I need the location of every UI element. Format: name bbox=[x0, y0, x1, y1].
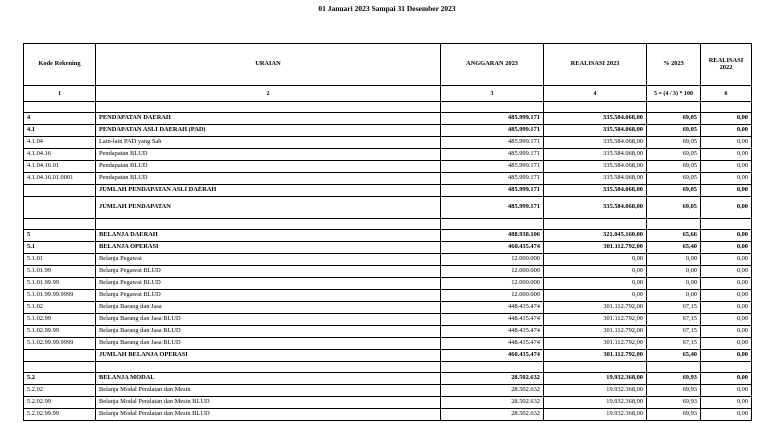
table-row bbox=[24, 149, 752, 161]
cell-persen: 69,93 bbox=[647, 373, 701, 385]
cell-anggaran: 448.435.474 bbox=[441, 314, 544, 326]
cell-kode: 5.1.01.99.99 bbox=[24, 278, 96, 290]
cell-persen: 69,05 bbox=[647, 197, 701, 219]
cell-anggaran: 485.999.171 bbox=[441, 161, 544, 173]
header-realisasi: REALISASI 2023 bbox=[544, 44, 647, 86]
cell-realisasi: 19.932.368,00 bbox=[544, 397, 647, 409]
cell-uraian: Pendapatan BLUD bbox=[96, 149, 441, 161]
cell-realisasi bbox=[544, 362, 647, 373]
cell-persen: 69,93 bbox=[647, 409, 701, 421]
cell-anggaran: 485.999.171 bbox=[441, 197, 544, 219]
cell-kode: 5.1.02.99 bbox=[24, 314, 96, 326]
cell-kode: 5.1.01.99 bbox=[24, 266, 96, 278]
cell-realisasi-prev: 0,00 bbox=[701, 173, 752, 185]
cell-uraian: BELANJA DAERAH bbox=[96, 230, 441, 242]
cell-uraian: Pendapatan BLUD bbox=[96, 161, 441, 173]
cell-anggaran: 12.000.000 bbox=[441, 290, 544, 302]
table-row bbox=[24, 373, 752, 385]
cell-persen: 0,00 bbox=[647, 254, 701, 266]
cell-persen: 67,15 bbox=[647, 338, 701, 350]
cell-realisasi: 335.584.068,00 bbox=[544, 173, 647, 185]
table-row bbox=[24, 350, 752, 362]
cell-realisasi-prev: 0,00 bbox=[701, 242, 752, 254]
cell-kode bbox=[24, 350, 96, 362]
cell-kode: 5.2.02.99 bbox=[24, 397, 96, 409]
cell-anggaran: 460.435.474 bbox=[441, 242, 544, 254]
cell-kode: 5.2.02 bbox=[24, 385, 96, 397]
table-row bbox=[24, 173, 752, 185]
cell-kode: 5.1.02 bbox=[24, 302, 96, 314]
cell-kode: 4.1.04.16 bbox=[24, 149, 96, 161]
header-persen: % 2023 bbox=[647, 44, 701, 86]
cell-persen: 67,15 bbox=[647, 326, 701, 338]
cell-kode: 5.1.01.99.99.9999 bbox=[24, 290, 96, 302]
cell-anggaran: 485.999.171 bbox=[441, 185, 544, 197]
cell-uraian: JUMLAH BELANJA OPERASI bbox=[96, 350, 441, 362]
header-uraian: URAIAN bbox=[96, 44, 441, 86]
cell-uraian: Belanja Pegawai BLUD bbox=[96, 266, 441, 278]
cell-kode: 5.2.02.99.99 bbox=[24, 409, 96, 421]
cell-kode: 5.1.01 bbox=[24, 254, 96, 266]
table-row bbox=[24, 326, 752, 338]
cell-kode bbox=[24, 219, 96, 230]
cell-anggaran: 28.502.632 bbox=[441, 409, 544, 421]
cell-kode: 4.1.04 bbox=[24, 137, 96, 149]
cell-uraian: JUMLAH PENDAPATAN ASLI DAERAH bbox=[96, 185, 441, 197]
spacer-row bbox=[24, 219, 752, 230]
table-row bbox=[24, 230, 752, 242]
cell-persen: 69,05 bbox=[647, 173, 701, 185]
cell-realisasi-prev bbox=[701, 219, 752, 230]
header-number-kode: 1 bbox=[24, 86, 96, 102]
cell-persen: 67,15 bbox=[647, 302, 701, 314]
cell-realisasi: 335.584.068,00 bbox=[544, 197, 647, 219]
cell-realisasi: 335.584.068,00 bbox=[544, 125, 647, 137]
cell-realisasi-prev: 0,00 bbox=[701, 254, 752, 266]
cell-anggaran: 12.000.000 bbox=[441, 254, 544, 266]
cell-persen: 69,05 bbox=[647, 161, 701, 173]
cell-anggaran: 28.502.632 bbox=[441, 397, 544, 409]
table-row bbox=[24, 161, 752, 173]
cell-uraian: PENDAPATAN ASLI DAERAH (PAD) bbox=[96, 125, 441, 137]
cell-realisasi: 19.932.368,00 bbox=[544, 385, 647, 397]
cell-realisasi-prev: 0,00 bbox=[701, 338, 752, 350]
cell-persen: 69,05 bbox=[647, 185, 701, 197]
table-row bbox=[24, 113, 752, 125]
cell-kode: 5.1 bbox=[24, 242, 96, 254]
cell-uraian: Belanja Barang dan Jasa BLUD bbox=[96, 314, 441, 326]
table-row bbox=[24, 254, 752, 266]
cell-kode: 4.1.04.16.01 bbox=[24, 161, 96, 173]
cell-anggaran: 12.000.000 bbox=[441, 278, 544, 290]
cell-anggaran bbox=[441, 362, 544, 373]
cell-realisasi-prev: 0,00 bbox=[701, 326, 752, 338]
cell-realisasi-prev: 0,00 bbox=[701, 137, 752, 149]
header-number-row bbox=[24, 86, 752, 102]
table-row bbox=[24, 290, 752, 302]
cell-uraian: Belanja Modal Peralatan dan Mesin BLUD bbox=[96, 397, 441, 409]
cell-anggaran: 448.435.474 bbox=[441, 326, 544, 338]
table-row bbox=[24, 278, 752, 290]
cell-persen: 69,05 bbox=[647, 125, 701, 137]
cell-realisasi: 335.584.068,00 bbox=[544, 137, 647, 149]
cell-uraian: BELANJA MODAL bbox=[96, 373, 441, 385]
header-number-persen: 5 = (4 / 3) * 100 bbox=[647, 86, 701, 102]
cell-kode: 4.1 bbox=[24, 125, 96, 137]
cell-realisasi: 0,00 bbox=[544, 254, 647, 266]
cell-realisasi-prev: 0,00 bbox=[701, 266, 752, 278]
table-row bbox=[24, 302, 752, 314]
cell-uraian: Belanja Pegawai bbox=[96, 254, 441, 266]
cell-persen bbox=[647, 219, 701, 230]
cell-kode bbox=[24, 362, 96, 373]
cell-anggaran: 28.502.632 bbox=[441, 373, 544, 385]
header-number-uraian: 2 bbox=[96, 86, 441, 102]
cell-anggaran bbox=[441, 102, 544, 113]
cell-realisasi-prev: 0,00 bbox=[701, 161, 752, 173]
cell-realisasi: 335.584.068,00 bbox=[544, 185, 647, 197]
cell-uraian: Belanja Modal Peralatan dan Mesin BLUD bbox=[96, 409, 441, 421]
cell-realisasi-prev: 0,00 bbox=[701, 302, 752, 314]
cell-kode bbox=[24, 185, 96, 197]
table-row bbox=[24, 266, 752, 278]
cell-anggaran: 488.938.106 bbox=[441, 230, 544, 242]
budget-realization-table bbox=[23, 43, 752, 421]
cell-kode bbox=[24, 102, 96, 113]
cell-uraian bbox=[96, 362, 441, 373]
cell-realisasi-prev: 0,00 bbox=[701, 113, 752, 125]
cell-realisasi: 301.112.792,00 bbox=[544, 314, 647, 326]
cell-realisasi: 301.112.792,00 bbox=[544, 338, 647, 350]
cell-realisasi: 0,00 bbox=[544, 278, 647, 290]
header-number-anggaran: 3 bbox=[441, 86, 544, 102]
cell-uraian bbox=[96, 219, 441, 230]
header-number-realisasi: 4 bbox=[544, 86, 647, 102]
cell-persen: 0,00 bbox=[647, 278, 701, 290]
cell-realisasi: 335.584.068,00 bbox=[544, 149, 647, 161]
cell-realisasi-prev: 0,00 bbox=[701, 197, 752, 219]
cell-persen: 0,00 bbox=[647, 266, 701, 278]
cell-realisasi-prev: 0,00 bbox=[701, 125, 752, 137]
cell-anggaran: 28.502.632 bbox=[441, 385, 544, 397]
report-period: 01 Januari 2023 Sampai 31 Desember 2023 bbox=[318, 4, 456, 13]
cell-anggaran: 448.435.474 bbox=[441, 338, 544, 350]
cell-kode: 4 bbox=[24, 113, 96, 125]
cell-persen: 69,93 bbox=[647, 385, 701, 397]
cell-persen: 69,05 bbox=[647, 113, 701, 125]
header-row bbox=[24, 44, 752, 86]
cell-anggaran: 460.435.474 bbox=[441, 350, 544, 362]
table-row bbox=[24, 385, 752, 397]
cell-realisasi: 321.045.160,00 bbox=[544, 230, 647, 242]
cell-uraian bbox=[96, 102, 441, 113]
header-number-realisasi-prev: 6 bbox=[701, 86, 752, 102]
cell-realisasi-prev bbox=[701, 362, 752, 373]
cell-uraian: Belanja Modal Peralatan dan Mesin bbox=[96, 385, 441, 397]
cell-realisasi: 0,00 bbox=[544, 266, 647, 278]
cell-kode: 4.1.04.16.01.0001 bbox=[24, 173, 96, 185]
header-anggaran: ANGGARAN 2023 bbox=[441, 44, 544, 86]
cell-persen: 69,05 bbox=[647, 137, 701, 149]
cell-persen bbox=[647, 102, 701, 113]
cell-persen: 67,15 bbox=[647, 314, 701, 326]
cell-uraian: Belanja Barang dan Jasa BLUD bbox=[96, 338, 441, 350]
cell-realisasi: 301.112.792,00 bbox=[544, 242, 647, 254]
cell-anggaran: 448.435.474 bbox=[441, 302, 544, 314]
spacer-row bbox=[24, 102, 752, 113]
cell-uraian: BELANJA OPERASI bbox=[96, 242, 441, 254]
cell-uraian: Belanja Pegawai BLUD bbox=[96, 278, 441, 290]
cell-realisasi: 19.932.368,00 bbox=[544, 409, 647, 421]
cell-anggaran: 485.999.171 bbox=[441, 113, 544, 125]
cell-anggaran: 485.999.171 bbox=[441, 137, 544, 149]
cell-realisasi bbox=[544, 219, 647, 230]
cell-persen: 65,40 bbox=[647, 350, 701, 362]
cell-persen: 69,93 bbox=[647, 397, 701, 409]
cell-kode: 5 bbox=[24, 230, 96, 242]
cell-realisasi-prev: 0,00 bbox=[701, 409, 752, 421]
cell-realisasi-prev: 0,00 bbox=[701, 149, 752, 161]
cell-uraian: Belanja Barang dan Jasa BLUD bbox=[96, 326, 441, 338]
cell-realisasi-prev: 0,00 bbox=[701, 314, 752, 326]
cell-realisasi-prev: 0,00 bbox=[701, 185, 752, 197]
table-row bbox=[24, 185, 752, 197]
table-row bbox=[24, 409, 752, 421]
cell-realisasi: 301.112.792,00 bbox=[544, 326, 647, 338]
cell-uraian: Belanja Pegawai BLUD bbox=[96, 290, 441, 302]
cell-realisasi: 301.112.792,00 bbox=[544, 350, 647, 362]
cell-realisasi-prev: 0,00 bbox=[701, 397, 752, 409]
cell-realisasi-prev: 0,00 bbox=[701, 278, 752, 290]
header-realisasi-prev: REALISASI 2022 bbox=[701, 44, 752, 86]
table-row bbox=[24, 242, 752, 254]
cell-persen: 0,00 bbox=[647, 290, 701, 302]
cell-realisasi-prev bbox=[701, 102, 752, 113]
table-row bbox=[24, 397, 752, 409]
cell-anggaran: 12.000.000 bbox=[441, 266, 544, 278]
cell-realisasi-prev: 0,00 bbox=[701, 350, 752, 362]
cell-uraian: Lain-lain PAD yang Sah bbox=[96, 137, 441, 149]
cell-uraian: Pendapatan BLUD bbox=[96, 173, 441, 185]
cell-persen: 69,05 bbox=[647, 149, 701, 161]
cell-uraian: JUMLAH PENDAPATAN bbox=[96, 197, 441, 219]
cell-realisasi: 335.584.068,00 bbox=[544, 161, 647, 173]
cell-uraian: PENDAPATAN DAERAH bbox=[96, 113, 441, 125]
cell-persen: 65,66 bbox=[647, 230, 701, 242]
cell-persen: 65,40 bbox=[647, 242, 701, 254]
cell-anggaran bbox=[441, 219, 544, 230]
table-row bbox=[24, 338, 752, 350]
cell-realisasi: 0,00 bbox=[544, 290, 647, 302]
cell-anggaran: 485.999.171 bbox=[441, 149, 544, 161]
cell-persen bbox=[647, 362, 701, 373]
table-row bbox=[24, 137, 752, 149]
cell-realisasi-prev: 0,00 bbox=[701, 290, 752, 302]
cell-kode: 5.1.02.99.99 bbox=[24, 326, 96, 338]
cell-realisasi-prev: 0,00 bbox=[701, 230, 752, 242]
table-row bbox=[24, 197, 752, 219]
cell-kode: 5.1.02.99.99.9999 bbox=[24, 338, 96, 350]
cell-realisasi: 335.584.068,00 bbox=[544, 113, 647, 125]
spacer-row bbox=[24, 362, 752, 373]
table-body bbox=[24, 102, 752, 421]
cell-kode bbox=[24, 197, 96, 219]
cell-realisasi-prev: 0,00 bbox=[701, 373, 752, 385]
table-row bbox=[24, 125, 752, 137]
cell-realisasi-prev: 0,00 bbox=[701, 385, 752, 397]
cell-kode: 5.2 bbox=[24, 373, 96, 385]
header-kode: Kode Rekening bbox=[24, 44, 96, 86]
cell-realisasi: 19.932.368,00 bbox=[544, 373, 647, 385]
cell-realisasi bbox=[544, 102, 647, 113]
table-row bbox=[24, 314, 752, 326]
cell-realisasi: 301.112.792,00 bbox=[544, 302, 647, 314]
cell-uraian: Belanja Barang dan Jasa bbox=[96, 302, 441, 314]
cell-anggaran: 485.999.171 bbox=[441, 173, 544, 185]
cell-anggaran: 485.999.171 bbox=[441, 125, 544, 137]
